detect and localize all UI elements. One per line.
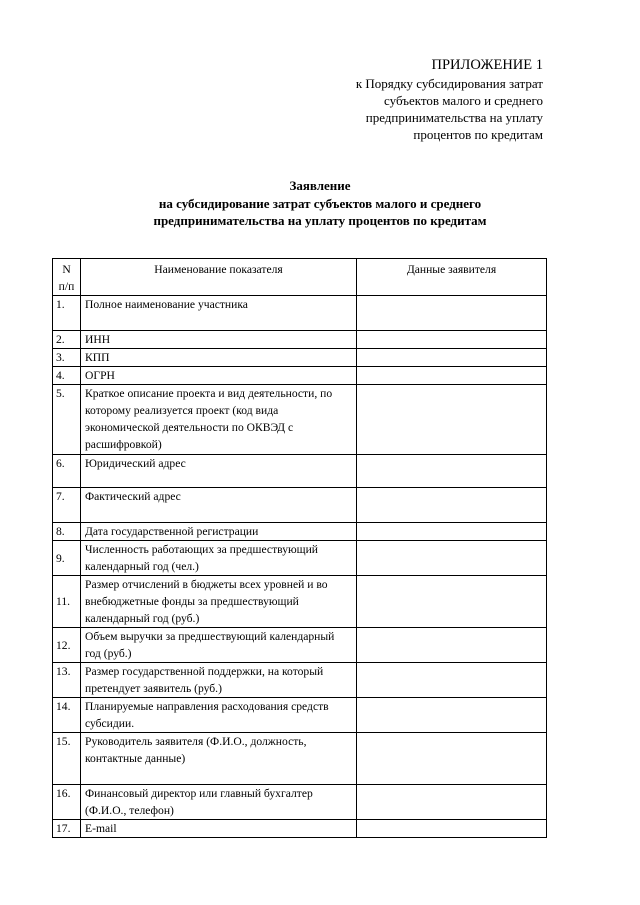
header-num-line: п/п [58, 280, 75, 293]
row-label: Финансовый директор или главный бухгалтер (Ф.И.О., телефон) [81, 785, 357, 820]
appendix-line: предпринимательства на уплату [365, 110, 543, 125]
row-value[interactable] [357, 576, 547, 628]
row-value[interactable] [357, 349, 547, 367]
table-row [53, 331, 547, 349]
row-number: 1. [53, 296, 81, 331]
row-label: Планируемые направления расходования средств субсидии. [81, 698, 357, 733]
row-number: 2. [53, 331, 81, 349]
row-value[interactable] [357, 820, 547, 838]
header-num-line: N [62, 263, 71, 276]
row-number: 9. [53, 541, 81, 576]
row-label: Юридический адрес [81, 455, 357, 488]
header-name: Наименование показателя [81, 259, 357, 296]
row-number: 11. [53, 576, 81, 628]
row-value[interactable] [357, 523, 547, 541]
row-value[interactable] [357, 455, 547, 488]
row-value[interactable] [357, 331, 547, 349]
table-row [53, 628, 547, 663]
row-label: Размер отчислений в бюджеты всех уровней и во внебюджетные фонды за предшествующий календарный год (руб.) [81, 576, 357, 628]
row-label: Дата государственной регистрации [81, 523, 357, 541]
row-value[interactable] [357, 367, 547, 385]
row-number: 7. [53, 488, 81, 523]
row-label: Краткое описание проекта и вид деятельности, по которому реализуется проект (код вида экономической деятельности по ОКВЭД с расшифровкой) [81, 385, 357, 455]
row-value[interactable] [357, 296, 547, 331]
appendix-block [263, 56, 543, 143]
row-number: 6. [53, 455, 81, 488]
table-row [53, 733, 547, 785]
table-row [53, 541, 547, 576]
row-value[interactable] [357, 628, 547, 663]
table-row [53, 663, 547, 698]
header-num [53, 259, 81, 296]
table-row [53, 820, 547, 838]
row-number: 12. [53, 628, 81, 663]
title-line: Заявление [289, 178, 351, 193]
row-number: 14. [53, 698, 81, 733]
table-row [53, 367, 547, 385]
row-label: Объем выручки за предшествующий календарный год (руб.) [81, 628, 357, 663]
table-row [53, 785, 547, 820]
row-label: Численность работающих за предшествующий календарный год (чел.) [81, 541, 357, 576]
title-line: на субсидирование затрат субъектов малого и среднего [158, 195, 482, 211]
row-value[interactable] [357, 785, 547, 820]
row-label: Полное наименование участника [81, 296, 357, 331]
row-label: E-mail [81, 820, 357, 838]
row-label: Фактический адрес [81, 488, 357, 523]
table-row [53, 349, 547, 367]
row-value[interactable] [357, 488, 547, 523]
table-row [53, 576, 547, 628]
row-number: 4. [53, 367, 81, 385]
row-number: 8. [53, 523, 81, 541]
table-row [53, 488, 547, 523]
row-label: Руководитель заявителя (Ф.И.О., должность, контактные данные) [81, 733, 357, 785]
table-row [53, 455, 547, 488]
row-label: Размер государственной поддержки, на который претендует заявитель (руб.) [81, 663, 357, 698]
row-number: 5. [53, 385, 81, 455]
row-label: ОГРН [81, 367, 357, 385]
row-number: 15. [53, 733, 81, 785]
header-data: Данные заявителя [357, 259, 547, 296]
table-row [53, 296, 547, 331]
row-value[interactable] [357, 698, 547, 733]
row-value[interactable] [357, 385, 547, 455]
row-number: 16. [53, 785, 81, 820]
table-row [53, 385, 547, 455]
appendix-heading: ПРИЛОЖЕНИЕ 1 [431, 57, 543, 73]
appendix-line: субъектов малого и среднего [384, 93, 543, 108]
table-row [53, 523, 547, 541]
table-row [53, 698, 547, 733]
row-label: КПП [81, 349, 357, 367]
row-number: 3. [53, 349, 81, 367]
row-label: ИНН [81, 331, 357, 349]
row-value[interactable] [357, 541, 547, 576]
row-value[interactable] [357, 663, 547, 698]
row-number: 13. [53, 663, 81, 698]
application-table [52, 258, 547, 838]
title-line: предпринимательства на уплату процентов по кредитам [153, 213, 487, 228]
appendix-line: процентов по кредитам [413, 127, 543, 142]
row-value[interactable] [357, 733, 547, 785]
table-header-row [53, 259, 547, 296]
row-number: 17. [53, 820, 81, 838]
document-title [60, 177, 580, 230]
appendix-line: к Порядку субсидирования затрат [355, 76, 543, 91]
